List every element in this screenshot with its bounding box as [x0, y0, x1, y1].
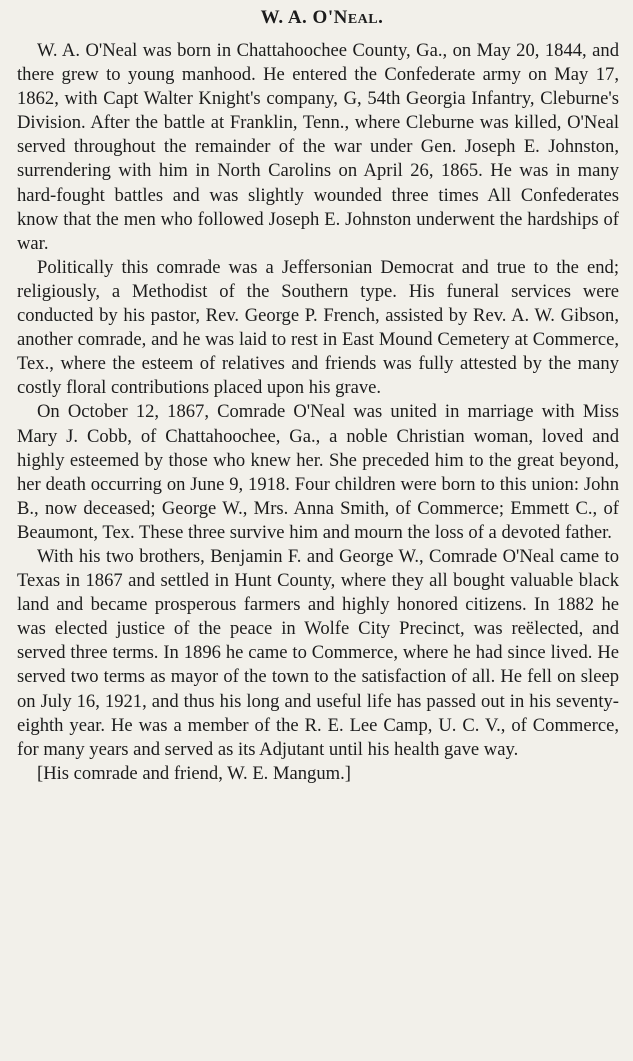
- paragraph-texas-career: With his two brothers, Benjamin F. and George W., Comrade O'Neal came to Texas in 1867 and settled in Hunt County, where they all bought valuable black land and became prosperous farmers and highly honored citizens. In 1882 he was elected justice of the peace in Wolfe City Precinct, was reëlected, and served three terms. In 1896 he came to Commerce, where he had since lived. He served two terms as mayor of the town to the satisfaction of all. He fell on sleep on July 16, 1921, and thus his long and useful life has passed out in his seventy-eighth year. He was a member of the R. E. Lee Camp, U. C. V., of Commerce, for many years and served as its Adjutant until his health gave way.: [17, 545, 619, 760]
- title-period: .: [378, 7, 384, 28]
- title-smallcaps: EAL: [347, 12, 379, 27]
- paragraph-marriage-family: On October 12, 1867, Comrade O'Neal was united in marriage with Miss Mary J. Cobb, of Chattahoochee, Ga., a noble Christian woman, loved and highly esteemed by those who knew her. She preceded him to the great beyond, her death occurring on June 9, 1918. Four children were born to this union: John B., now deceased; George W., Mrs. Anna Smith, of Commerce; Emmett C., of Beaumont, Tex. These three survive him and mourn the loss of a devoted father.: [17, 401, 619, 543]
- paragraph-signature: [His comrade and friend, W. E. Mangum.]: [37, 762, 351, 784]
- title-initials: W. A. O'N: [260, 7, 348, 28]
- obituary-title: [17, 4, 619, 34]
- paragraph-military-service: W. A. O'Neal was born in Chattahoochee County, Ga., on May 20, 1844, and there grew to young manhood. He entered the Confederate army on May 17, 1862, with Capt Walter Knight's company, G, 54th Georgia Infantry, Cleburne's Division. After the battle at Franklin, Tenn., where Cleburne was killed, O'Neal served throughout the remainder of the war under Gen. Joseph E. Johnston, surrendering with him in North Carolins on April 26, 1865. He was in many hard-fought battles and was slightly wounded three times All Confederates know that the men who followed Joseph E. Johnston underwent the hardships of war.: [17, 40, 619, 254]
- paragraph-politics-funeral: Politically this comrade was a Jeffersonian Democrat and true to the end; religiously, a Methodist of the Southern type. His funeral services were conducted by his pastor, Rev. George P. French, assisted by Rev. A. W. Gibson, another comrade, and he was laid to rest in East Mound Cemetery at Commerce, Tex., where the esteem of relatives and friends was fully attested by the many costly floral contributions placed upon his grave.: [17, 256, 619, 399]
